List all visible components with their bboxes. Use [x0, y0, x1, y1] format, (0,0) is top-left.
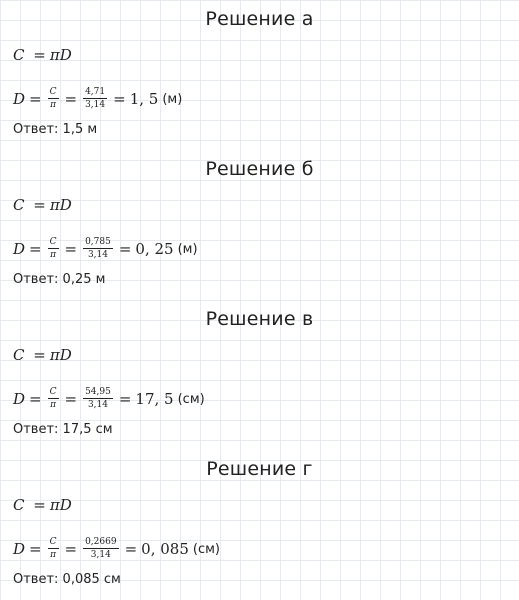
section-title: Решение в [205, 308, 314, 330]
circumference-formula [13, 496, 72, 514]
fraction-c-over-pi [48, 387, 59, 410]
calc-equals: = [113, 90, 126, 108]
calc-equals: = [118, 390, 132, 408]
formula-pi: π [49, 496, 60, 514]
formula-equals: = [33, 196, 46, 214]
fraction-c-over-pi [48, 237, 59, 260]
formula-lhs: C [13, 46, 25, 64]
formula-equals: = [33, 496, 46, 514]
calc-lhs: D [13, 540, 26, 558]
calc-equals: = [64, 240, 78, 258]
calc-lhs: D [13, 90, 26, 108]
circumference-formula [13, 346, 72, 364]
fraction-values [83, 87, 107, 110]
formula-lhs: C [13, 496, 25, 514]
formula-diameter: D [59, 496, 72, 514]
fraction-numerator: 4,71 [85, 86, 106, 97]
fraction-numerator: 0,785 [85, 236, 111, 247]
formula-diameter: D [59, 46, 72, 64]
section-title: Решение б [205, 158, 314, 180]
formula-pi: π [49, 346, 60, 364]
calc-equals: = [64, 390, 78, 408]
calc-unit: (м) [177, 241, 198, 257]
solution-section-a [0, 0, 519, 150]
formula-equals: = [33, 346, 46, 364]
calc-unit: (см) [177, 391, 205, 407]
calc-equals: = [118, 240, 132, 258]
fraction-numerator: 0,2669 [85, 536, 117, 547]
formula-lhs: C [13, 346, 25, 364]
formula-pi: π [49, 46, 60, 64]
diameter-calculation [13, 532, 220, 566]
calc-lhs: D [13, 240, 26, 258]
fraction-denominator: 3,14 [87, 249, 108, 260]
calc-unit: (см) [192, 541, 220, 557]
circumference-formula [13, 46, 72, 64]
calc-equals: = [64, 90, 78, 108]
fraction-denominator: 3,14 [90, 549, 111, 560]
calc-result: 0, 085 [141, 540, 189, 558]
section-title: Решение г [206, 458, 313, 480]
formula-equals: = [33, 46, 46, 64]
answer-text: Ответ: 1,5 м [13, 122, 98, 137]
calc-lhs: D [13, 390, 26, 408]
formula-diameter: D [59, 346, 72, 364]
answer-text: Ответ: 17,5 см [13, 422, 113, 437]
circumference-formula [13, 196, 72, 214]
calc-result: 17, 5 [135, 390, 174, 408]
calc-result: 1, 5 [129, 90, 159, 108]
fraction-denominator: π [50, 399, 57, 410]
diameter-calculation [13, 232, 198, 266]
fraction-c-over-pi [48, 87, 59, 110]
fraction-values [83, 387, 113, 410]
calc-result: 0, 25 [135, 240, 174, 258]
calc-equals: = [29, 90, 42, 108]
solution-section-b [0, 150, 519, 300]
fraction-numerator: C [49, 236, 57, 247]
fraction-numerator: C [49, 536, 57, 547]
diameter-calculation [13, 82, 182, 116]
formula-pi: π [49, 196, 60, 214]
solution-section-v [0, 300, 519, 450]
fraction-numerator: C [49, 86, 57, 97]
formula-lhs: C [13, 196, 25, 214]
fraction-numerator: C [49, 386, 57, 397]
fraction-c-over-pi [48, 537, 59, 560]
diameter-calculation [13, 382, 205, 416]
fraction-denominator: 3,14 [87, 399, 108, 410]
fraction-denominator: 3,14 [85, 99, 106, 110]
fraction-denominator: π [50, 99, 57, 110]
fraction-denominator: π [50, 249, 57, 260]
fraction-denominator: π [50, 549, 57, 560]
calc-equals: = [29, 240, 42, 258]
calc-equals: = [29, 540, 42, 558]
answer-text: Ответ: 0,085 см [13, 572, 121, 587]
fraction-values [83, 537, 119, 560]
section-title: Решение а [205, 8, 314, 30]
formula-diameter: D [59, 196, 72, 214]
calc-equals: = [29, 390, 42, 408]
fraction-numerator: 54,95 [85, 386, 111, 397]
solution-section-g [0, 450, 519, 600]
answer-text: Ответ: 0,25 м [13, 272, 106, 287]
fraction-values [83, 237, 113, 260]
calc-equals: = [124, 540, 138, 558]
calc-unit: (м) [162, 91, 183, 107]
calc-equals: = [64, 540, 78, 558]
